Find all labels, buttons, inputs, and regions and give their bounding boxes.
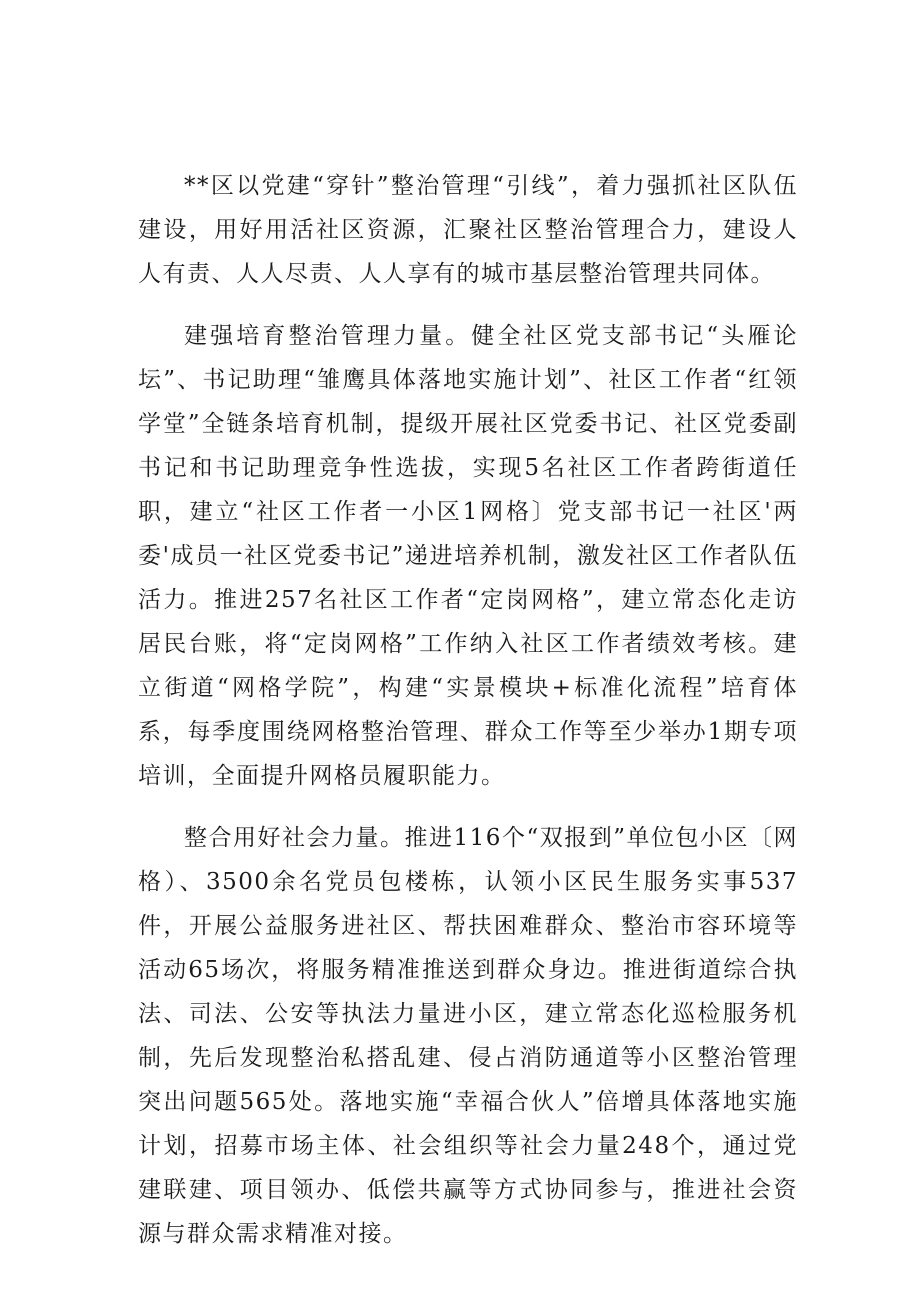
- intro-paragraph: **区以党建“穿针”整治管理“引线”，着力强抓社区队伍建设，用好用活社区资源，汇聚社区整治管理合力，建设人人有责、人人尽责、人人享有的城市基层整治管理共同体。: [138, 173, 798, 287]
- workforce-paragraph: 建强培育整治管理力量。健全社区党支部书记“头雁论坛”、书记助理“雏鹰具体落地实施计划”、社区工作者“红领学堂”全链条培育机制，提级开展社区党委书记、社区党委副书记和书记助理竞争性选拔，实现5名社区工作者跨街道任职，建立“社区工作者一小区1网格〕党支部书记一社区'两委'成员一社区党委书记”递进培养机制，激发社区工作者队伍活力。推进257名社区工作者“定岗网格”，建立常态化走访居民台账，将“定岗网格”工作纳入社区工作者绩效考核。建立街道“网格学院”，构建“实景模块+标准化流程”培育体系，每季度围绕网格整治管理、群众工作等至少举办1期专项培训，全面提升网格员履职能力。: [138, 323, 798, 789]
- document-body: [138, 164, 798, 1274]
- social-forces-paragraph: 整合用好社会力量。推进116个“双报到”单位包小区〔网格）、3500余名党员包楼栋，认领小区民生服务实事537件，开展公益服务进社区、帮扶困难群众、整治市容环境等活动65场次，将服务精准推送到群众身边。推进街道综合执法、司法、公安等执法力量进小区，建立常态化巡检服务机制，先后发现整治私搭乱建、侵占消防通道等小区整治管理突出问题565处。落地实施“幸福合伙人”倍增具体落地实施计划，招募市场主体、社会组织等社会力量248个，通过党建联建、项目领办、低偿共赢等方式协同参与，推进社会资源与群众需求精准对接。: [138, 825, 798, 1247]
